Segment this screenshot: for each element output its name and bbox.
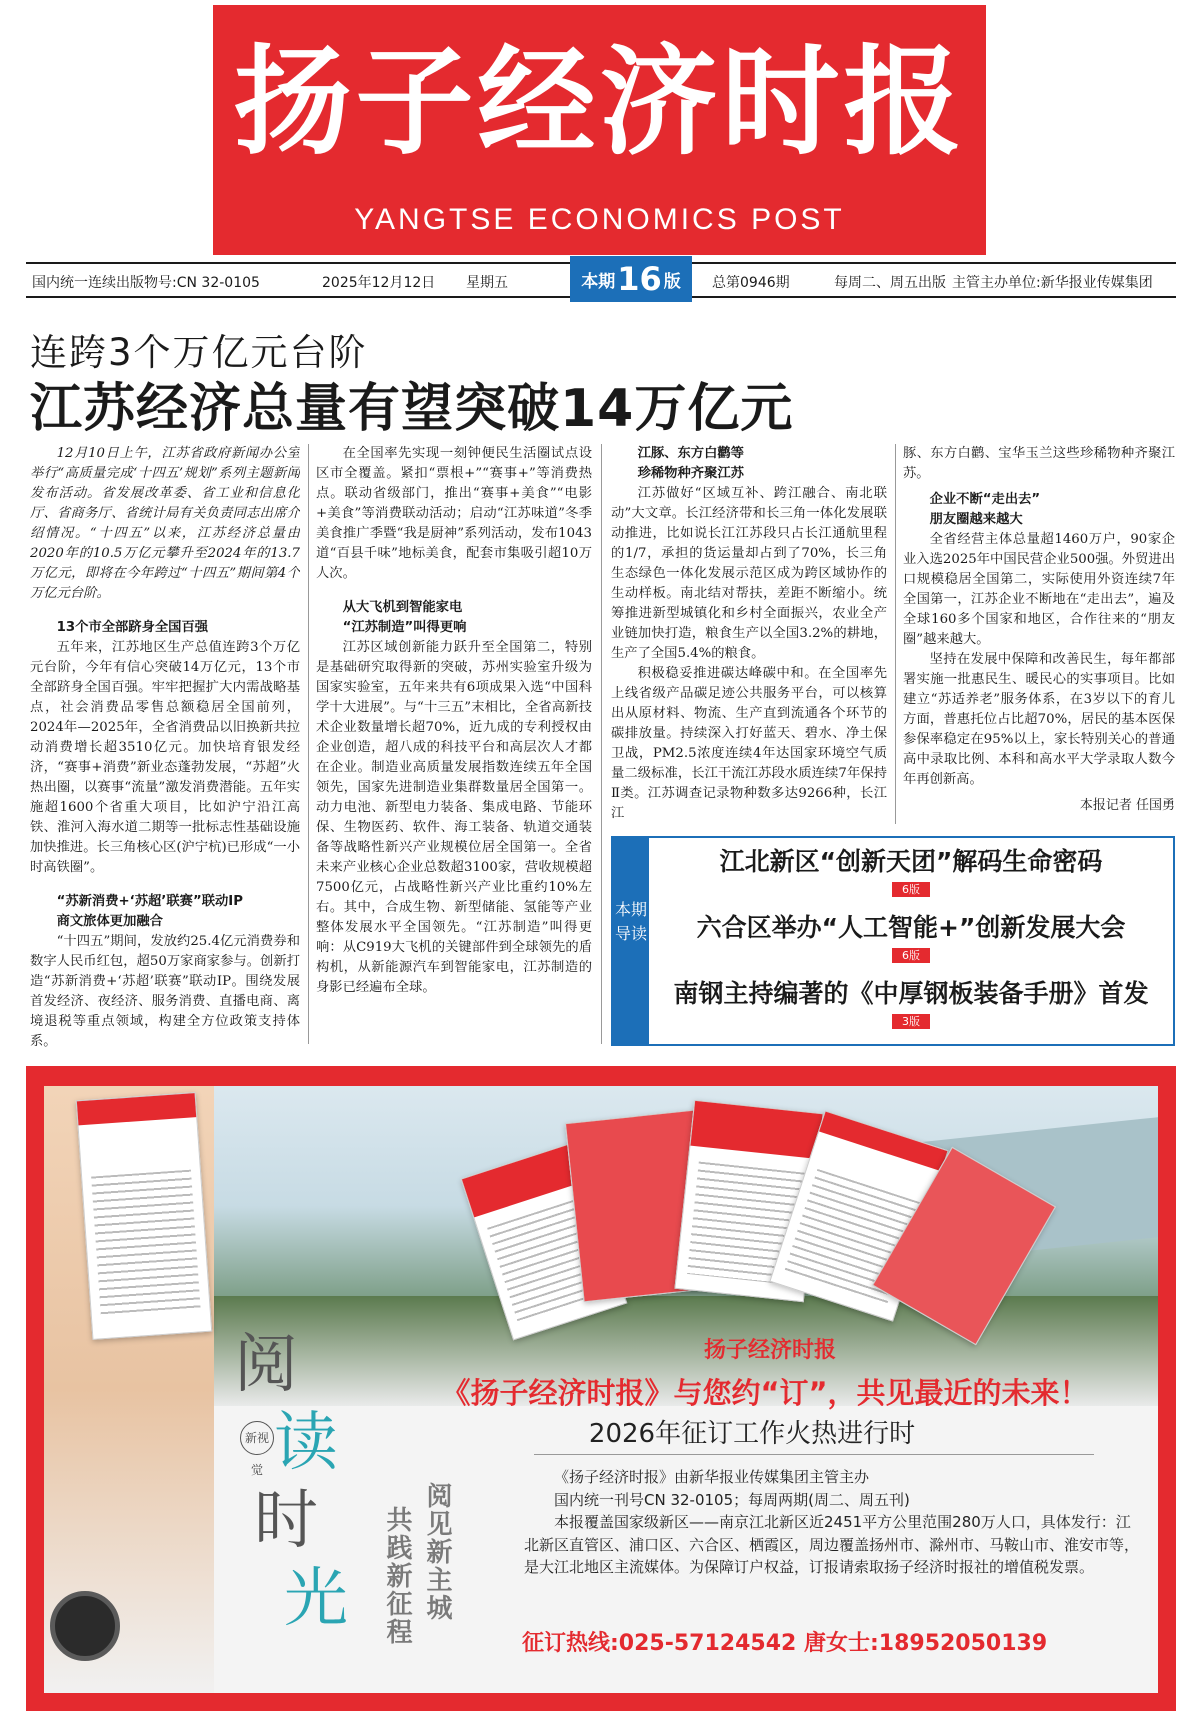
sponsor: 主管主办单位:新华报业传媒集团: [952, 275, 1153, 291]
masthead: [213, 5, 986, 255]
guide-item[interactable]: [653, 978, 1169, 1029]
article-column-4: [903, 444, 1175, 828]
reader-hand-photo: [44, 1086, 214, 1693]
headline-kicker: 连跨3个万亿元台阶: [30, 331, 368, 374]
article-subheading: 从大飞机到智能家电: [342, 600, 463, 615]
slogan-vertical-2: 共践新征程: [382, 1506, 412, 1646]
total-issue-number: 总第0946期: [712, 275, 790, 291]
wristwatch-image: [50, 1591, 120, 1661]
publication-number: 国内统一连续出版物号:CN 32-0105: [32, 275, 260, 291]
ad-body-line: 《扬子经济时报》由新华报业传媒集团主管主办: [554, 1468, 870, 1486]
publication-frequency: 每周二、周五出版: [834, 275, 946, 291]
guide-item-title[interactable]: 六合区举办“人工智能+”创新发展大会: [696, 913, 1126, 942]
issue-guide: [611, 836, 1175, 1046]
article-subheading: 珍稀物种齐聚江苏: [637, 466, 744, 481]
article-lead: 12月10日上午，江苏省政府新闻办公室举行“高质量完成‘十四五’规划”系列主题新闻发布活动。省发展改革委、省工业和信息化厅、省商务厅、省统计局有关负责同志出席介绍情况。“十四五”以来，江苏经济总量由2020年的10.5万亿元攀升至2024年的13.7万亿元，即将在今年跨过“十四五”期间第4个万亿元台阶。: [30, 446, 300, 601]
ad-body-line: 国内统一刊号CN 32-0105；每周两期(周二、周五刊): [554, 1490, 910, 1509]
article-subheading: “江苏制造”叫得更响: [342, 620, 467, 635]
guide-item-page: 6版: [892, 882, 930, 897]
reading-char: 读: [274, 1406, 338, 1480]
reading-time-graphic: [214, 1326, 348, 1638]
main-headline: 江苏经济总量有望突破14万亿元: [30, 379, 794, 439]
ad-divider: [534, 1454, 1094, 1455]
article-paragraph: 豚、东方白鹳、宝华玉兰这些珍稀物种齐聚江苏。: [903, 446, 1175, 481]
masthead-title: 扬子经济时报: [233, 33, 966, 171]
article-subheading: “苏新消费+‘苏超’联赛”联动IP: [56, 894, 243, 909]
article-column-2: [316, 444, 592, 1054]
ad-slogan: 《扬子经济时报》与您约“订”，共见最近的未来！: [441, 1376, 1089, 1410]
article-column-3: [611, 444, 887, 824]
masthead-english-title: YANGTSE ECONOMICS POST: [354, 203, 845, 236]
column-divider: [895, 444, 896, 824]
issue-info-bar: [26, 262, 1176, 298]
article-paragraph: 五年来，江苏地区生产总值连跨3个万亿元台阶，今年有信心突破14万亿元，13个市全部跻身全国百强。牢牢把握扩大内需战略基点，社会消费品零售总额稳居全国前列，2024年—2025年，全省消费品以旧换新共拉动消费增长超3510亿元。加快培育银发经济，“赛事+消费”新业态蓬勃发展，“苏超”火热出圈，以赛事“流量”激发消费潜能。五年实施超1600个省重大项目，比如沪宁沿江高铁、淮河入海水道二期等一批标志性基础设施加快推进。长三角核心区(沪宁杭)已形成“一小时高铁圈”。: [30, 640, 300, 875]
guide-item-title[interactable]: 南钢主持编著的《中厚钢板装备手册》首发: [673, 979, 1149, 1008]
guide-item-page: 3版: [892, 1014, 930, 1029]
page-count-suffix: 版: [663, 272, 681, 292]
guide-item[interactable]: [653, 846, 1169, 897]
article-paragraph: “十四五”期间，发放约25.4亿元消费券和数字人民币红包，超50万家商家参与。创新打造“苏新消费+‘苏超’联赛”联动IP。围绕发展首发经济、夜经济、服务消费、直播电商、离境退税等重点领域，构建全方位政策支持体系。: [30, 934, 300, 1049]
issue-weekday: 星期五: [466, 275, 508, 291]
reading-char: 阅: [234, 1328, 298, 1402]
article-subheading: 企业不断“走出去”: [929, 492, 1041, 507]
article-paragraph: 江苏区域创新能力跃升至全国第二，特别是基础研究取得新的突破，苏州实验室升级为国家实验室，五年来共有6项成果入选“中国科学十大进展”。与“十三五”末相比，全省高新技术企业数量增长超70%，近九成的专利授权由企业创造，超八成的科技平台和高层次人才都在企业。制造业高质量发展指数连续五年全国领先，国家先进制造业集群数量居全国第一。动力电池、新型电力装备、集成电路、节能环保、生物医药、软件、海工装备、轨道交通装备等战略性新兴产业规模位居全国第一。全省未来产业核心企业总数超3100家，营收规模超7500亿元，占战略性新兴产业比重约10%左右。其中，合成生物、新型储能、氢能等产业整体发展水平全国领先。“江苏制造”叫得更响：从C919大飞机的关键部件到全球领先的盾构机，从新能源汽车到智能家电，江苏制造的身影已经遍布全球。: [316, 640, 592, 995]
page-count-number: 16: [617, 260, 662, 298]
subscription-hotline[interactable]: 征订热线:025-57124542 唐女士:18952050139: [522, 1631, 1048, 1656]
slogan-vertical-1: 阅见新主城: [422, 1482, 452, 1622]
guide-item[interactable]: [653, 912, 1169, 963]
subscription-ad: [26, 1066, 1176, 1711]
column-divider: [601, 444, 602, 1044]
article-paragraph: 全省经营主体总量超1460万户，90家企业入选2025年中国民营企业500强。外贸进出口规模稳居全国第二，实际使用外资连续7年全国第一，江苏企业不断地在“走出去”，遍及全球160多个国家和地区，合作往来的“朋友圈”越来越大。: [903, 532, 1175, 647]
ad-body-text: [524, 1466, 1144, 1579]
article-subheading: 朋友圈越来越大: [929, 512, 1023, 527]
new-vision-circle: 新视觉: [240, 1421, 274, 1455]
article-column-1: [30, 444, 300, 1054]
column-divider: [308, 444, 309, 1044]
article-byline: 本报记者 任国勇: [1079, 798, 1175, 813]
issue-date: 2025年12月12日: [322, 275, 436, 291]
ad-brand-logo: 扬子经济时报: [704, 1338, 837, 1363]
article-subheading: 13个市全部跻身全国百强: [56, 620, 209, 635]
article-subheading: 商文旅体更加融合: [56, 914, 163, 929]
page-count-prefix: 本期: [581, 272, 616, 292]
reading-char: 光: [284, 1562, 348, 1636]
reading-char: 时: [254, 1484, 318, 1558]
guide-item-page: 6版: [892, 948, 930, 963]
newspaper-image: [76, 1092, 212, 1340]
guide-item-title[interactable]: 江北新区“创新天团”解码生命密码: [719, 847, 1103, 876]
ad-subtitle: 2026年征订工作火热进行时: [588, 1419, 916, 1449]
article-paragraph: 在全国率先实现一刻钟便民生活圈试点设区市全覆盖。紧扣“票根+”“赛事+”等消费热点。联动省级部门，推出“赛事+美食”“电影+美食”等消费联动活动；启动“江苏味道”冬季美食推广季暨“我是厨神”系列活动，发布1043道“百县千味”地标美食，配套市集吸引超10万人次。: [316, 446, 592, 581]
article-subheading: 江豚、东方白鹳等: [637, 446, 744, 461]
subscription-ad-panel: [44, 1086, 1158, 1693]
issue-guide-label: 本期导读: [613, 838, 649, 1044]
ad-body-line: 本报覆盖国家级新区——南京江北新区近2451平方公里范围280万人口，具体发行：江北新区直管区、浦口区、六合区、栖霞区，周边覆盖扬州市、滁州市、马鞍山市、淮安市等，是大江北地区主流媒体。为保障订户权益，订报请索取扬子经济时报社的增值税发票。: [524, 1513, 1140, 1576]
article-paragraph: 江苏做好“区域互补、跨江融合、南北联动”大文章。长江经济带和长三角一体化发展联动推进，比如说长江江苏段只占长江通航里程的1/7，承担的货运量却占到了70%，长三角生态绿色一体化发展示范区成为跨区域协作的生动样板。南北结对帮扶，差距不断缩小。统筹推进新型城镇化和乡村全面振兴，农业全产业链加快打造，粮食生产以全国3.2%的耕地，生产了全国5.4%的粮食。: [611, 486, 887, 661]
page-count-badge: [570, 256, 692, 302]
article-paragraph: 坚持在发展中保障和改善民生，每年都部署实施一批惠民生、暖民心的实事项目。比如建立“苏适养老”服务体系，在3岁以下的育儿方面，普惠托位占比超70%，居民的基本医保参保率稳定在95%以上，家长特别关心的普通高中录取比例、本科和高水平大学录取人数今年再创新高。: [903, 652, 1175, 787]
article-paragraph: 积极稳妥推进碳达峰碳中和。在全国率先上线省级产品碳足迹公共服务平台，可以核算出从原材料、物流、生产直到流通各个环节的碳排放量。持续深入打好蓝天、碧水、净土保卫战，PM2.5浓度连续4年达国家环境空气质量二级标准，长江干流江苏段水质连续7年保持Ⅱ类。江苏调查记录物种数多达9266种，长江江: [611, 666, 887, 821]
